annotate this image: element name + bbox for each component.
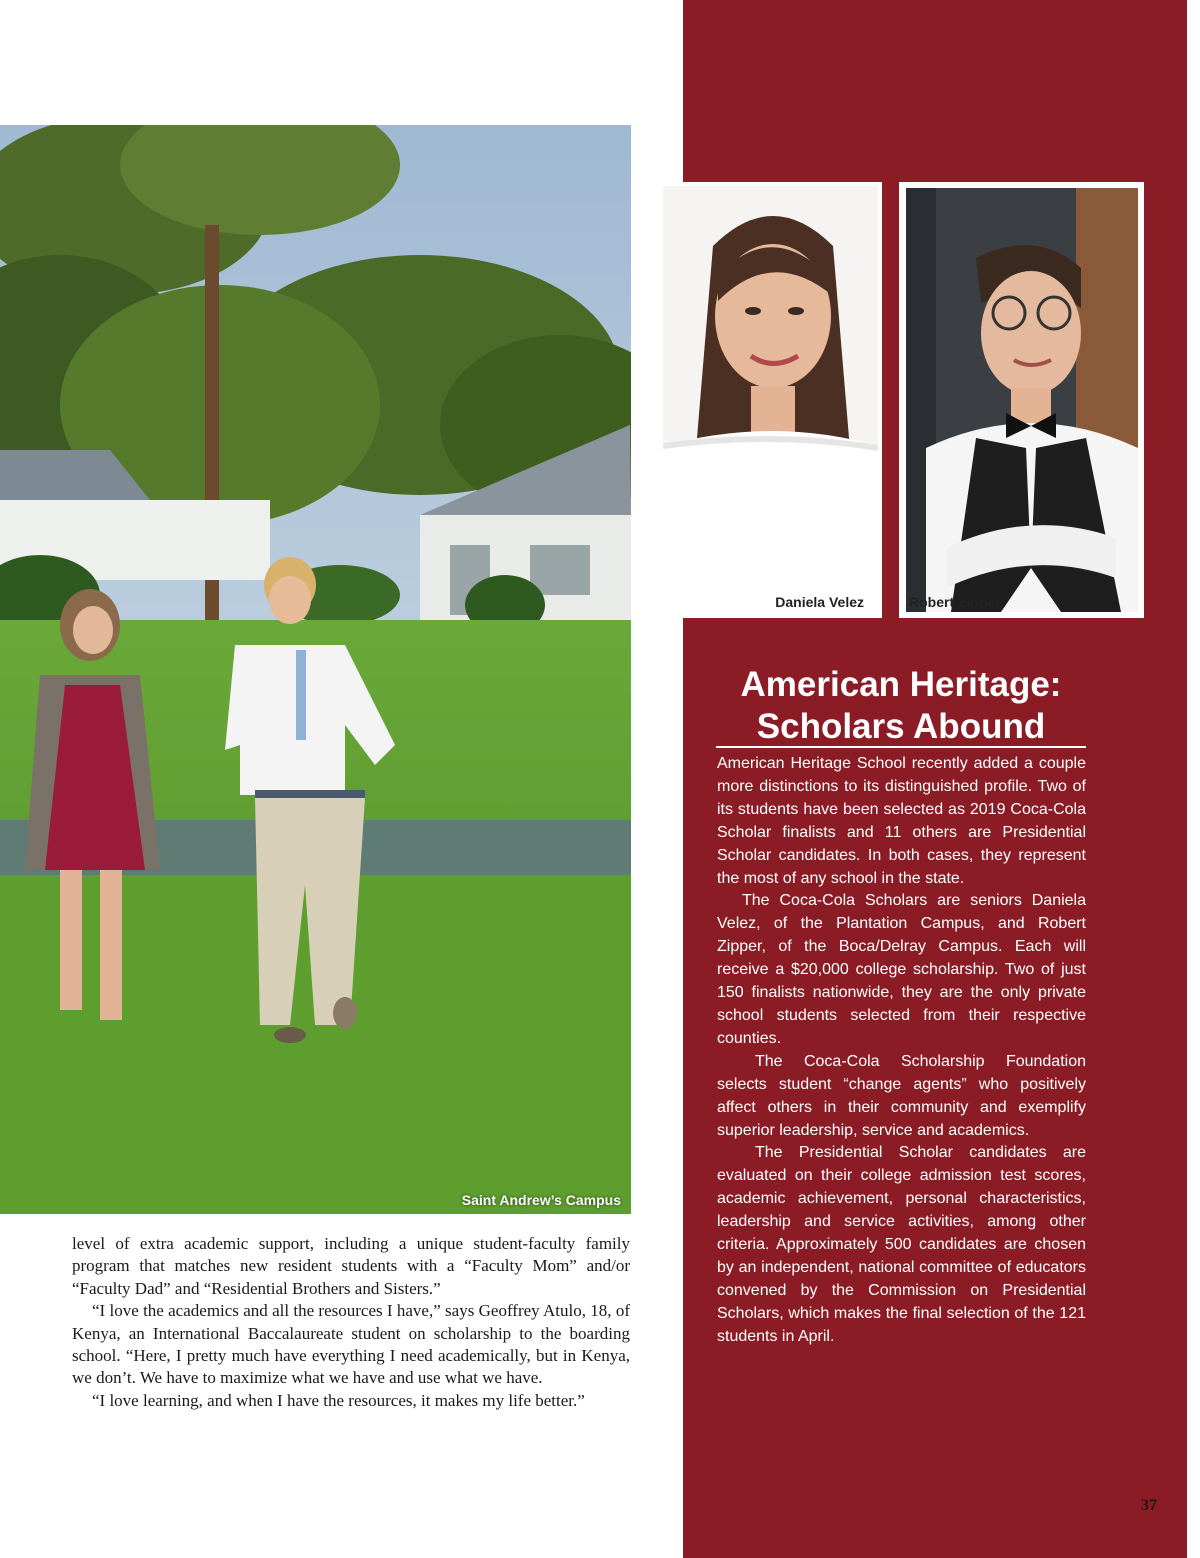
left-article-body [72,1233,630,1412]
portrait-caption: Robert Zipper [909,594,1001,610]
campus-scene-illustration [0,125,631,1214]
headline-line-2: Scholars Abound [756,707,1046,746]
portrait-caption: Daniela Velez [775,594,864,610]
daniela-portrait-illustration [663,186,878,614]
campus-photo [0,125,631,1214]
article-paragraph: The Coca-Cola Scholars are seniors Daniela Velez, of the Plantation Campus, and Robert Zipper, of the Boca/Delray Campus. Each will receive a $20,000 college scholarship. Two of just 150 finalists nationwide, they are the only private school students selected from their respective counties. [717,892,1086,1047]
headline-divider [716,746,1086,748]
portrait-daniela-velez [659,182,882,618]
article-paragraph: The Presidential Scholar candidates are evaluated on their college admission test scores, academic achievement, personal characteristics, leadership and service activities, among other criteria. Approximately 500 candidates are chosen by an independent, national committee of educators convened by the Commission on Presidential Scholars, which makes the final selection of the 121 students in April. [717,1144,1086,1345]
article-paragraph: American Heritage School recently added a couple more distinctions to its distinguished profile. Two of its students have been selected as 2019 Coca-Cola Scholar finalists and 11 others are Presidential Scholar candidates. In both cases, they represent the most of any school in the state. [717,755,1086,887]
portrait-robert-zipper [899,182,1144,618]
left-article-paragraph: “I love learning, and when I have the resources, it makes my life better.” [92,1390,585,1410]
headline-line-1: American Heritage: [740,665,1062,704]
footer-site-url: CITYANDSHORE.COM [971,1500,1120,1515]
portrait-photo [663,186,878,614]
left-article-paragraph: level of extra academic support, including a unique student-faculty family program that matches new resident students with a “Faculty Mom” and/or “Faculty Dad” and “Residential Brothers and Sisters.” [72,1234,630,1298]
article-headline [716,664,1086,748]
article-paragraph: The Coca-Cola Scholarship Foundation selects student “change agents” who positively affect others in their community and exemplify superior leadership, service and academics. [717,1052,1086,1139]
page-number: 37 [1141,1497,1157,1514]
article-body [717,753,1086,1349]
left-article-paragraph: “I love the academics and all the resources I have,” says Geoffrey Atulo, 18, of Kenya, an International Baccalaureate student on scholarship to the boarding school. “Here, I pretty much have everything I need academically, but in Kenya, we don’t. We have to maximize what we have and use what we have. [72,1301,630,1388]
portrait-photo [906,188,1138,612]
photo-caption: Saint Andrew’s Campus [461,1192,621,1208]
robert-portrait-illustration [906,188,1138,612]
